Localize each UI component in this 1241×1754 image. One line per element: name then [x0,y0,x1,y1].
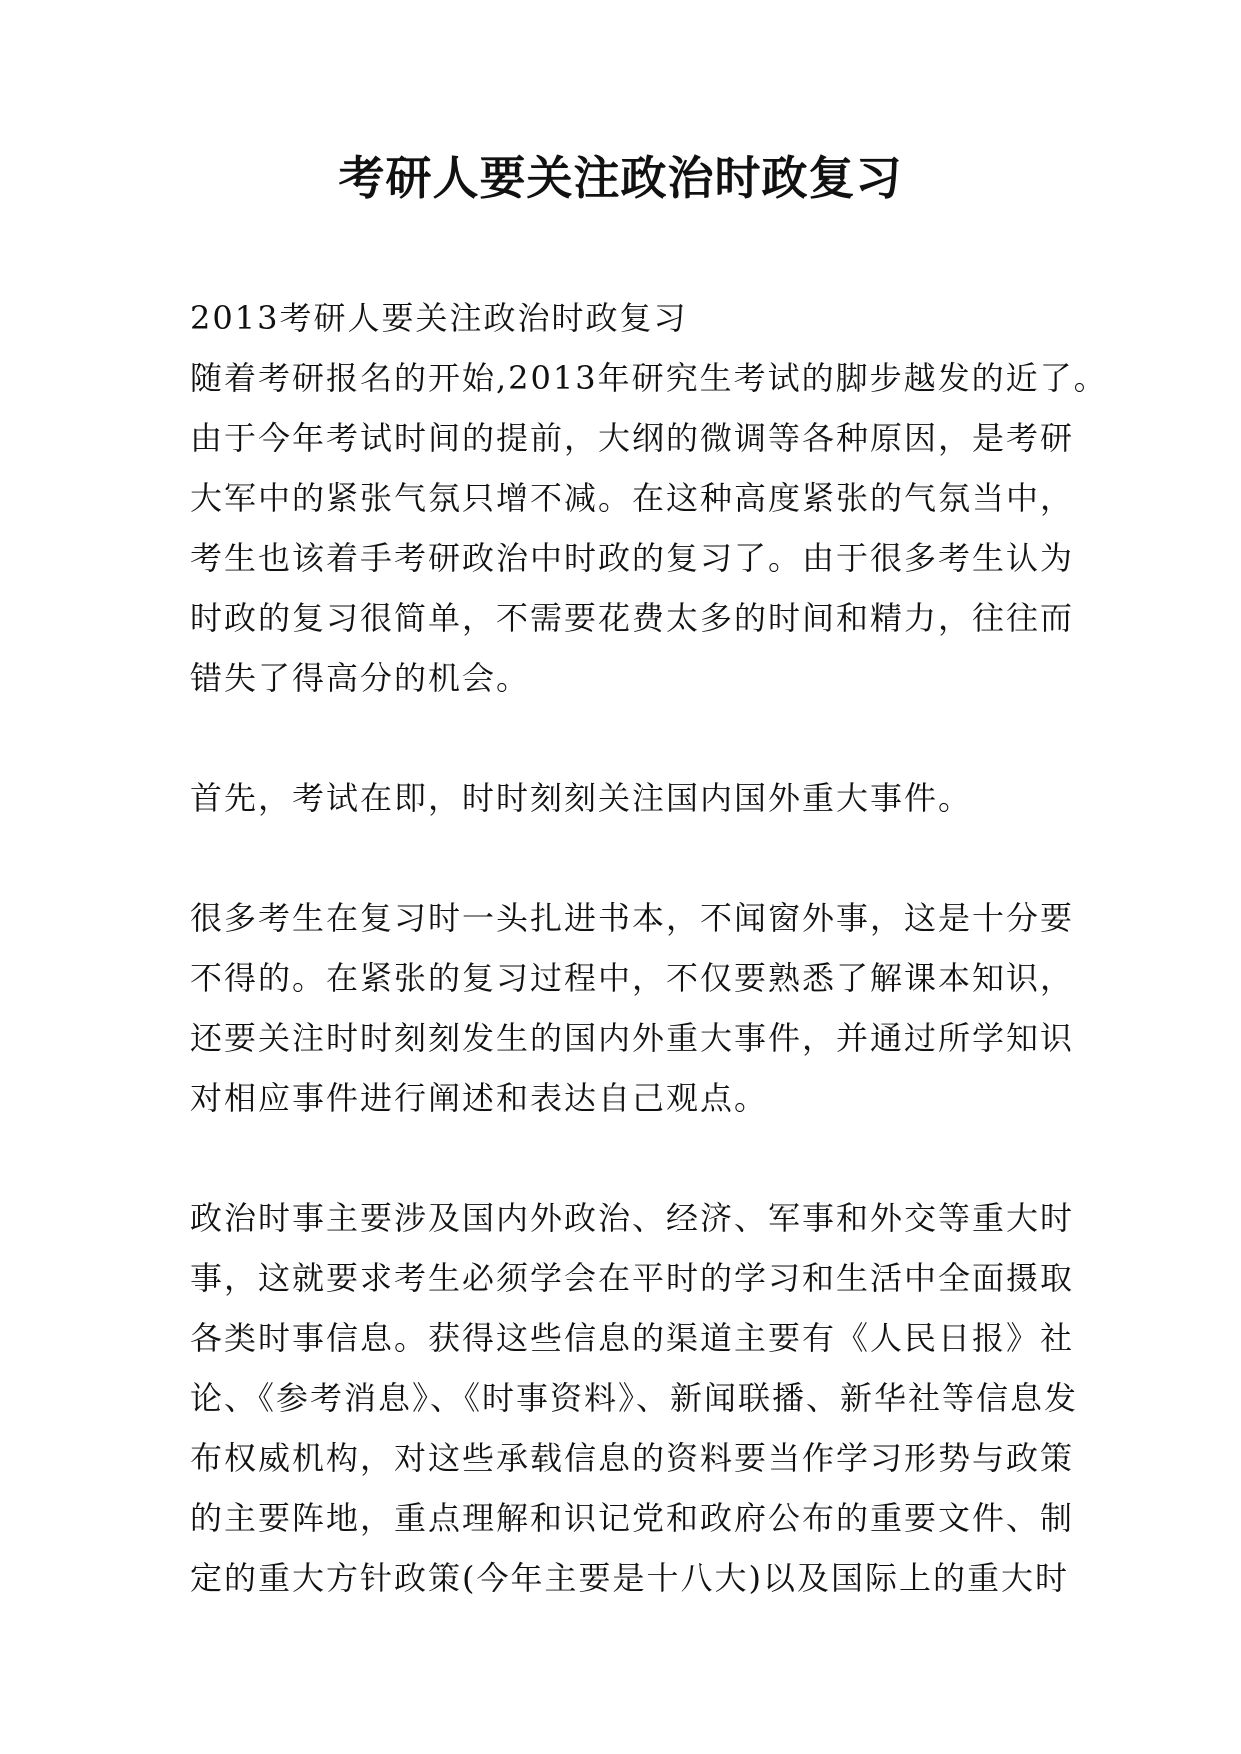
paragraph-spacer [190,828,1070,888]
text-line: 对相应事件进行阐述和表达自己观点。 [190,1079,769,1117]
text-line: 2013考研人要关注政治时政复习 [190,299,688,337]
text-line: 首先，考试在即，时时刻刻关注国内国外重大事件。 [190,779,973,817]
text-line: 很多考生在复习时一头扎进书本，不闻窗外事，这是十分要 [190,899,1075,937]
text-line: 各类时事信息。获得这些信息的渠道主要有《人民日报》社 [190,1319,1075,1357]
paragraph-subtitle [190,288,1070,348]
text-line: 时政的复习很简单，不需要花费太多的时间和精力，往往而 [190,599,1075,637]
text-line: 定的重大方针政策(今年主要是十八大)以及国际上的重大时 [190,1559,1069,1597]
text-line: 的主要阵地，重点理解和识记党和政府公布的重要文件、制 [190,1499,1075,1537]
document-title: 考研人要关注政治时政复习 [338,151,903,205]
text-line: 事，这就要求考生必须学会在平时的学习和生活中全面摄取 [190,1259,1075,1297]
text-line: 由于今年考试时间的提前，大纲的微调等各种原因，是考研 [190,419,1075,457]
text-line: 还要关注时时刻刻发生的国内外重大事件，并通过所学知识 [190,1019,1075,1057]
text-line: 错失了得高分的机会。 [190,659,531,697]
paragraph-current-affairs [190,1188,1079,1608]
paragraph-spacer [190,708,1070,768]
document-body [190,288,1108,1608]
text-line: 论、《参考消息》、《时事资料》、新闻联播、新华社等信息发 [190,1379,1079,1417]
paragraph-focus-news [190,888,1075,1128]
text-line: 政治时事主要涉及国内外政治、经济、军事和外交等重大时 [190,1199,1075,1237]
text-line: 随着考研报名的开始,2013年研究生考试的脚步越发的近了。 [190,359,1108,397]
text-line: 不得的。在紧张的复习过程中，不仅要熟悉了解课本知识， [190,959,1075,997]
text-line: 布权威机构，对这些承载信息的资料要当作学习形势与政策 [190,1439,1075,1477]
paragraph-intro [190,348,1108,708]
text-line: 大军中的紧张气氛只增不减。在这种高度紧张的气氛当中， [190,479,1075,517]
paragraph-spacer [190,1128,1070,1188]
paragraph-first-point [190,768,1070,828]
text-line: 考生也该着手考研政治中时政的复习了。由于很多考生认为 [190,539,1075,577]
